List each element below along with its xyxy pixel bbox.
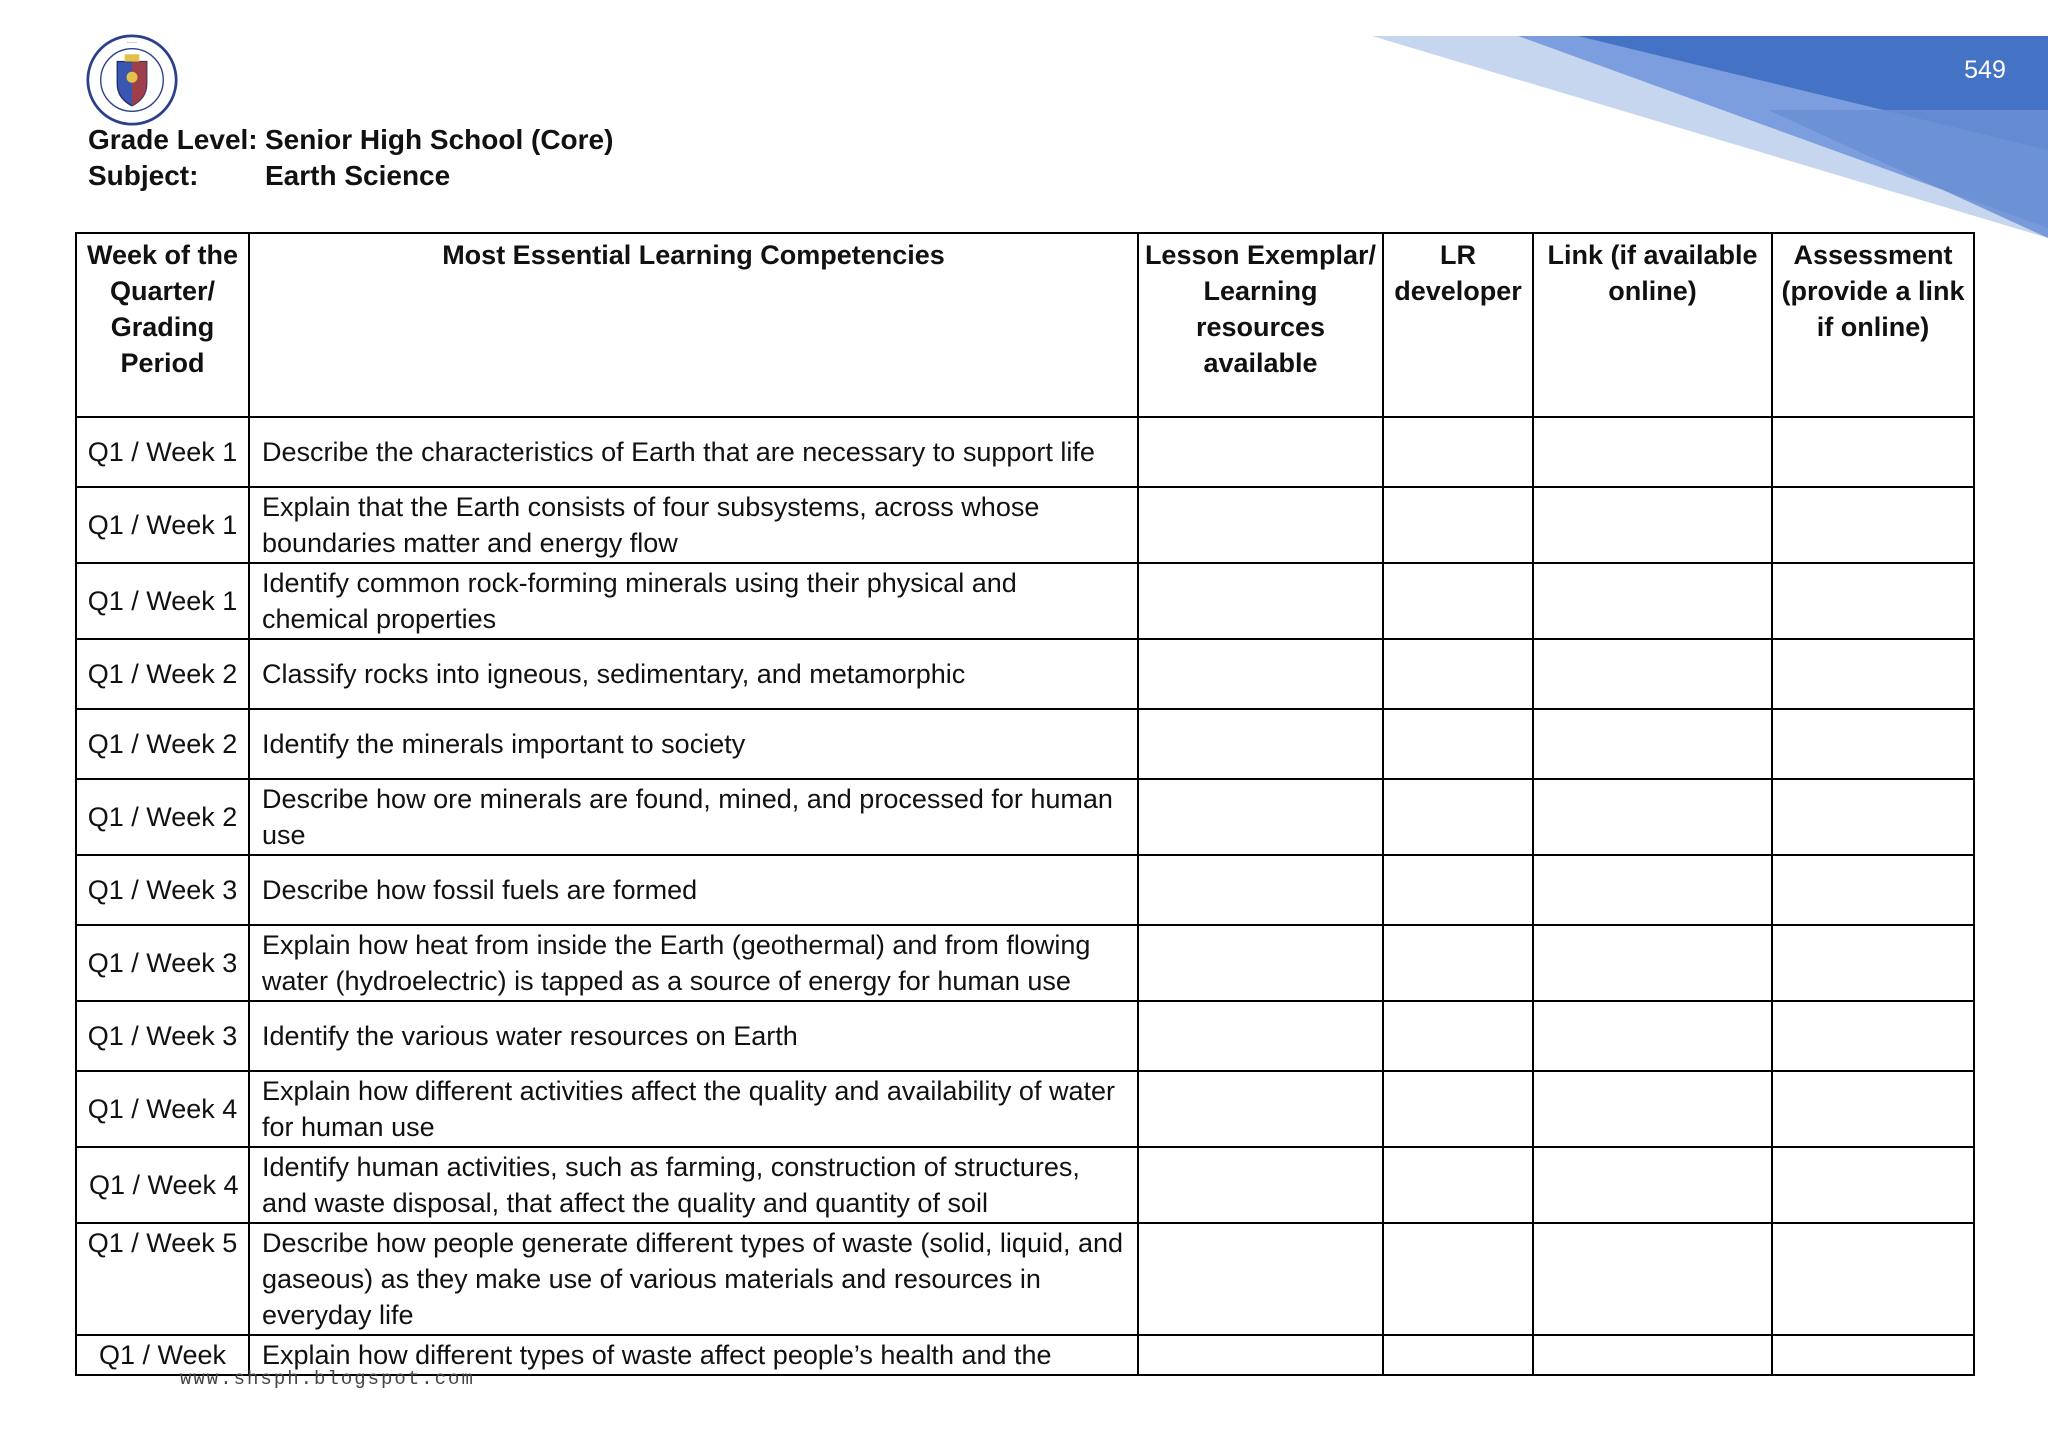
link-cell	[1533, 779, 1772, 855]
link-cell	[1533, 1071, 1772, 1147]
lesson-cell	[1138, 417, 1383, 487]
assessment-cell	[1772, 1001, 1974, 1071]
table-header-row	[76, 233, 1974, 417]
assessment-cell	[1772, 487, 1974, 563]
competency-cell: Describe how people generate different types of waste (solid, liquid, and gaseous) as they make use of various materials and resources in everyday life	[249, 1223, 1138, 1335]
link-cell	[1533, 1001, 1772, 1071]
week-cell: Q1 / Week 2	[76, 639, 249, 709]
link-cell	[1533, 1335, 1772, 1375]
week-cell: Q1 / Week 1	[76, 563, 249, 639]
lesson-cell	[1138, 855, 1383, 925]
link-cell	[1533, 709, 1772, 779]
table-row	[76, 779, 1974, 855]
competency-cell: Describe how fossil fuels are formed	[249, 855, 1138, 925]
competency-cell: Explain how heat from inside the Earth (geothermal) and from flowing water (hydroelectric) is tapped as a source of energy for human use	[249, 925, 1138, 1001]
grade-level-label: Grade Level:	[88, 124, 258, 155]
lesson-cell	[1138, 709, 1383, 779]
assessment-cell	[1772, 1223, 1974, 1335]
assessment-cell	[1772, 417, 1974, 487]
competency-cell: Identify human activities, such as farming, construction of structures, and waste disposal, that affect the quality and quantity of soil	[249, 1147, 1138, 1223]
lr-developer-cell	[1383, 1223, 1533, 1335]
competency-cell: Describe the characteristics of Earth that are necessary to support life	[249, 417, 1138, 487]
assessment-cell	[1772, 639, 1974, 709]
col-header-assessment: Assessment (provide a link if online)	[1772, 233, 1974, 417]
link-cell	[1533, 487, 1772, 563]
table-row	[76, 855, 1974, 925]
corner-decoration	[1348, 0, 2048, 240]
week-cell: Q1 / Week 1	[76, 487, 249, 563]
table-row	[76, 487, 1974, 563]
grade-level-row	[88, 122, 613, 158]
subject-row	[88, 158, 613, 194]
col-header-lesson-exemplar: Lesson Exemplar/ Learning resources available	[1138, 233, 1383, 417]
lesson-cell	[1138, 487, 1383, 563]
competencies-table	[75, 232, 1975, 1376]
assessment-cell	[1772, 1071, 1974, 1147]
lr-developer-cell	[1383, 925, 1533, 1001]
assessment-cell	[1772, 709, 1974, 779]
table-row	[76, 563, 1974, 639]
link-cell	[1533, 1223, 1772, 1335]
table-row	[76, 1223, 1974, 1335]
link-cell	[1533, 417, 1772, 487]
assessment-cell	[1772, 779, 1974, 855]
lesson-cell	[1138, 779, 1383, 855]
week-cell: Q1 / Week 4	[76, 1071, 249, 1147]
lesson-cell	[1138, 563, 1383, 639]
week-cell: Q1 / Week 3	[76, 925, 249, 1001]
table-row	[76, 1001, 1974, 1071]
competency-cell: Identify the various water resources on Earth	[249, 1001, 1138, 1071]
competency-cell: Identify common rock-forming minerals using their physical and chemical properties	[249, 563, 1138, 639]
lr-developer-cell	[1383, 1335, 1533, 1375]
col-header-competencies: Most Essential Learning Competencies	[249, 233, 1138, 417]
week-cell: Q1 / Week 4	[76, 1147, 249, 1223]
subject-value: Earth Science	[265, 160, 451, 191]
week-cell: Q1 / Week 2	[76, 779, 249, 855]
link-cell	[1533, 855, 1772, 925]
lesson-cell	[1138, 639, 1383, 709]
competency-cell: Explain how different types of waste affect people’s health and the	[249, 1335, 1138, 1375]
week-cell: Q1 / Week 1	[76, 417, 249, 487]
lr-developer-cell	[1383, 779, 1533, 855]
link-cell	[1533, 639, 1772, 709]
lesson-cell	[1138, 1335, 1383, 1375]
assessment-cell	[1772, 925, 1974, 1001]
footer-url: www.shsph.blogspot.com	[180, 1368, 475, 1390]
col-header-link: Link (if available online)	[1533, 233, 1772, 417]
lr-developer-cell	[1383, 417, 1533, 487]
week-cell: Q1 / Week 2	[76, 709, 249, 779]
lesson-cell	[1138, 1147, 1383, 1223]
week-cell: Q1 / Week 3	[76, 1001, 249, 1071]
assessment-cell	[1772, 1335, 1974, 1375]
deped-seal-icon	[86, 34, 178, 126]
lesson-cell	[1138, 1001, 1383, 1071]
link-cell	[1533, 1147, 1772, 1223]
week-cell: Q1 / Week	[76, 1335, 249, 1375]
competency-cell: Describe how ore minerals are found, mined, and processed for human use	[249, 779, 1138, 855]
subject-label: Subject:	[88, 160, 199, 191]
lesson-cell	[1138, 925, 1383, 1001]
competency-cell: Explain how different activities affect the quality and availability of water for human use	[249, 1071, 1138, 1147]
table-row	[76, 1147, 1974, 1223]
svg-text:·····: ·····	[126, 39, 138, 48]
lr-developer-cell	[1383, 855, 1533, 925]
lr-developer-cell	[1383, 563, 1533, 639]
lr-developer-cell	[1383, 709, 1533, 779]
competency-cell: Classify rocks into igneous, sedimentary, and metamorphic	[249, 639, 1138, 709]
week-cell: Q1 / Week 5	[76, 1223, 249, 1335]
table-row	[76, 1071, 1974, 1147]
assessment-cell	[1772, 563, 1974, 639]
lr-developer-cell	[1383, 487, 1533, 563]
table-row	[76, 417, 1974, 487]
lr-developer-cell	[1383, 639, 1533, 709]
lr-developer-cell	[1383, 1071, 1533, 1147]
assessment-cell	[1772, 855, 1974, 925]
col-header-lr-developer: LR developer	[1383, 233, 1533, 417]
table-row	[76, 639, 1974, 709]
link-cell	[1533, 925, 1772, 1001]
table-row	[76, 709, 1974, 779]
lesson-cell	[1138, 1223, 1383, 1335]
week-cell: Q1 / Week 3	[76, 855, 249, 925]
competency-cell: Explain that the Earth consists of four subsystems, across whose boundaries matter and energy flow	[249, 487, 1138, 563]
lr-developer-cell	[1383, 1147, 1533, 1223]
lr-developer-cell	[1383, 1001, 1533, 1071]
assessment-cell	[1772, 1147, 1974, 1223]
document-header	[88, 122, 613, 194]
grade-level-value: Senior High School (Core)	[265, 124, 614, 155]
col-header-week: Week of the Quarter/ Grading Period	[76, 233, 249, 417]
lesson-cell	[1138, 1071, 1383, 1147]
link-cell	[1533, 563, 1772, 639]
table-row	[76, 925, 1974, 1001]
page-number: 549	[1964, 56, 2006, 84]
competency-cell: Identify the minerals important to society	[249, 709, 1138, 779]
